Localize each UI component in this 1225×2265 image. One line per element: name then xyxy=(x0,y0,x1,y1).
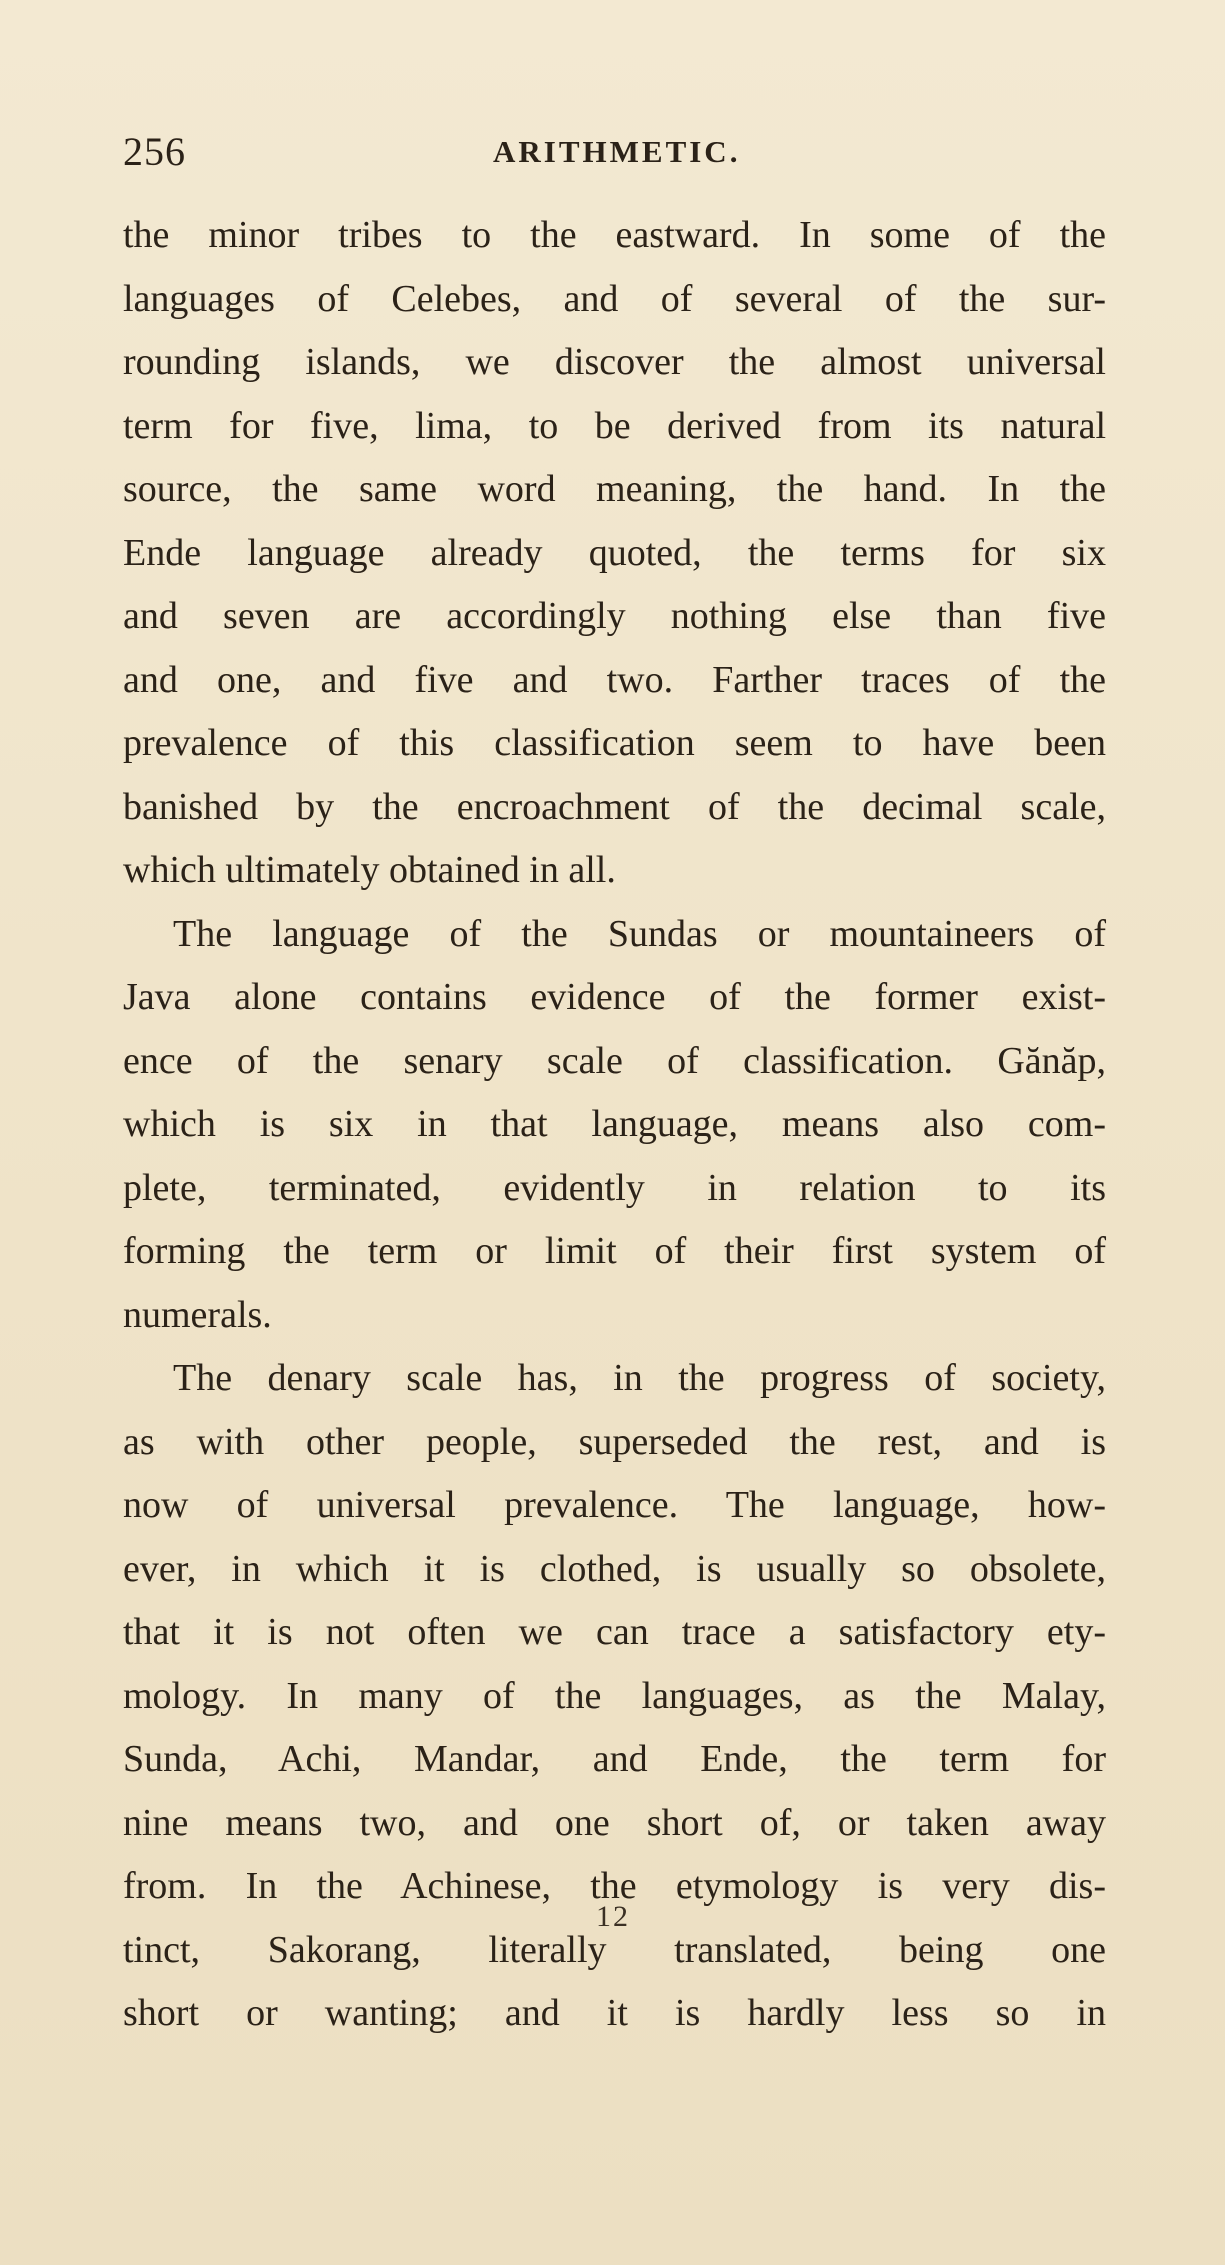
text-line: now of universal prevalence. The language, how- xyxy=(123,1484,1106,1526)
signature-mark: 12 xyxy=(596,1900,630,1933)
text-line: Ende language already quoted, the terms for six xyxy=(123,531,1106,574)
text-line: languages of Celebes, and of several of the sur- xyxy=(123,277,1106,320)
text-line: that it is not often we can trace a satisfactory ety- xyxy=(123,1611,1106,1653)
text-line: rounding islands, we discover the almost universal xyxy=(123,341,1106,383)
text-line: plete, terminated, evidently in relation to its xyxy=(123,1166,1106,1209)
text-line: Sunda, Achi, Mandar, and Ende, the term for xyxy=(123,1738,1106,1780)
text-line: forming the term or limit of their first system of xyxy=(123,1230,1106,1272)
text-line: The denary scale has, in the progress of society, xyxy=(173,1357,1106,1399)
text-line: from. In the Achinese, the etymology is very dis- xyxy=(123,1865,1106,1907)
text-line: tinct, Sakorang, literally translated, being one xyxy=(123,1928,1106,1971)
running-head: ARITHMETIC. xyxy=(493,134,741,169)
text-line: short or wanting; and it is hardly less so in xyxy=(123,1992,1106,2034)
text-line: and seven are accordingly nothing else than five xyxy=(123,595,1106,637)
page-header xyxy=(123,128,1103,188)
text-line: Java alone contains evidence of the former exist- xyxy=(123,976,1106,1018)
body-text xyxy=(123,204,1106,2046)
text-line: banished by the encroachment of the decimal scale, xyxy=(123,785,1106,828)
text-line: The language of the Sundas or mountaineers of xyxy=(173,912,1106,955)
text-line: term for five, lima, to be derived from its natural xyxy=(123,404,1106,447)
text-line: nine means two, and one short of, or taken away xyxy=(123,1801,1106,1844)
text-line: prevalence of this classification seem to have been xyxy=(123,722,1106,764)
text-line: ence of the senary scale of classification. Gănăp, xyxy=(123,1039,1106,1082)
page-number: 256 xyxy=(123,129,186,174)
text-line: the minor tribes to the eastward. In some of the xyxy=(123,214,1106,256)
text-line: and one, and five and two. Farther traces of the xyxy=(123,658,1106,701)
text-line: mology. In many of the languages, as the Malay, xyxy=(123,1674,1106,1717)
text-line: numerals. xyxy=(123,1293,272,1336)
text-line: which is six in that language, means also com- xyxy=(123,1103,1106,1145)
text-line: source, the same word meaning, the hand. In the xyxy=(123,468,1106,510)
text-line: which ultimately obtained in all. xyxy=(123,849,616,891)
text-line: as with other people, superseded the rest, and is xyxy=(123,1420,1106,1463)
text-line: ever, in which it is clothed, is usually so obsolete, xyxy=(123,1547,1106,1590)
